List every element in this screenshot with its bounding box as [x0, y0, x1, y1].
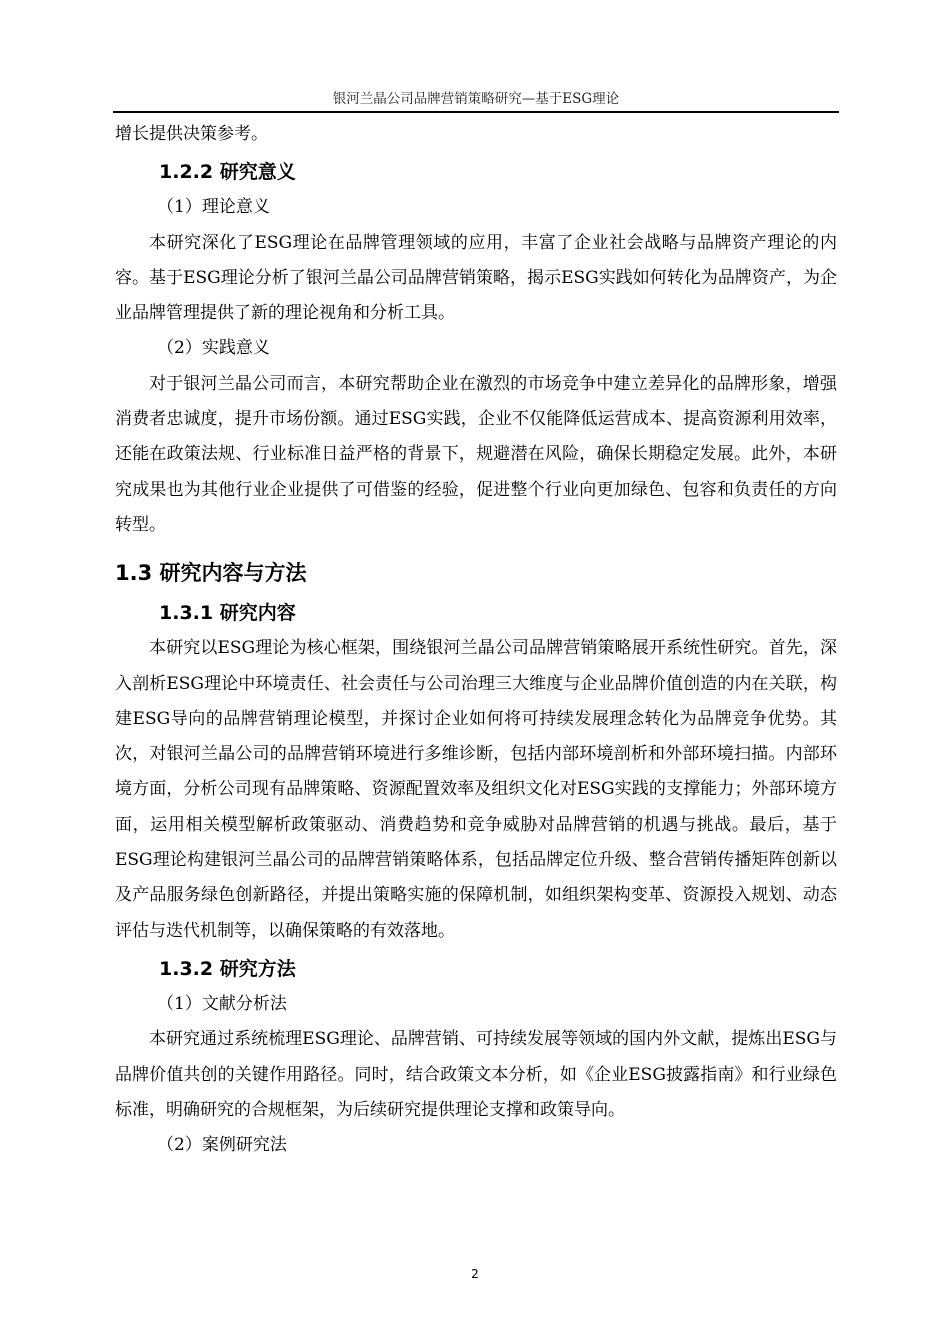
header-rule — [113, 111, 839, 113]
section-heading-1-2-2: 1.2.2 研究意义 — [159, 161, 296, 184]
paragraph-literature: 本研究通过系统梳理ESG理论、品牌营销、可持续发展等领域的国内外文献，提炼出ESG与品牌价值共创的关键作用路径。同时，结合政策文本分析，如《企业ESG披露指南》和行业绿色标准，明确研究的合规框架，为后续研究提供理论支撑和政策导向。 — [115, 1029, 837, 1120]
paragraph-continuation: 增长提供决策参考。 — [115, 124, 268, 144]
page-body — [115, 117, 837, 1163]
paragraph-practice: 对于银河兰晶公司而言，本研究帮助企业在激烈的市场竞争中建立差异化的品牌形象，增强消费者忠诚度，提升市场份额。通过ESG实践，企业不仅能降低运营成本、提高资源利用效率，还能在政策法规、行业标准日益严格的背景下，规避潜在风险，确保长期稳定发展。此外，本研究成果也为其他行业企业提供了可借鉴的经验，促进整个行业向更加绿色、包容和负责任的方向转型。 — [115, 373, 837, 535]
section-heading-1-3: 1.3 研究内容与方法 — [115, 561, 307, 586]
section-heading-1-3-2: 1.3.2 研究方法 — [159, 957, 296, 980]
page-number: 2 — [471, 1267, 479, 1281]
subheading-theory: （1）理论意义 — [157, 197, 270, 218]
running-header: 银河兰晶公司品牌营销策略研究—基于ESG理论 — [332, 91, 620, 107]
subheading-case-study: （2）案例研究法 — [157, 1135, 287, 1156]
paragraph-content: 本研究以ESG理论为核心框架，围绕银河兰晶公司品牌营销策略展开系统性研究。首先，深入剖析ESG理论中环境责任、社会责任与公司治理三大维度与企业品牌价值创造的内在关联，构建ESG导向的品牌营销理论模型，并探讨企业如何将可持续发展理念转化为品牌竞争优势。其次，对银河兰晶公司的品牌营销环境进行多维诊断，包括内部环境剖析和外部环境扫描。内部环境方面，分析公司现有品牌策略、资源配置效率及组织文化对ESG实践的支撑能力；外部环境方面，运用相关模型解析政策驱动、消费趋势和竞争威胁对品牌营销的机遇与挑战。最后，基于ESG理论构建银河兰晶公司的品牌营销策略体系，包括品牌定位升级、整合营销传播矩阵创新以及产品服务绿色创新路径，并提出策略实施的保障机制，如组织架构变革、资源投入规划、动态评估与迭代机制等，以确保策略的有效落地。 — [115, 638, 837, 941]
paragraph-theory: 本研究深化了ESG理论在品牌管理领域的应用，丰富了企业社会战略与品牌资产理论的内容。基于ESG理论分析了银河兰晶公司品牌营销策略，揭示ESG实践如何转化为品牌资产，为企业品牌管理提供了新的理论视角和分析工具。 — [115, 232, 837, 324]
section-heading-1-3-1: 1.3.1 研究内容 — [159, 602, 296, 625]
subheading-literature: （1）文献分析法 — [157, 993, 287, 1014]
subheading-practice: （2）实践意义 — [157, 338, 270, 359]
